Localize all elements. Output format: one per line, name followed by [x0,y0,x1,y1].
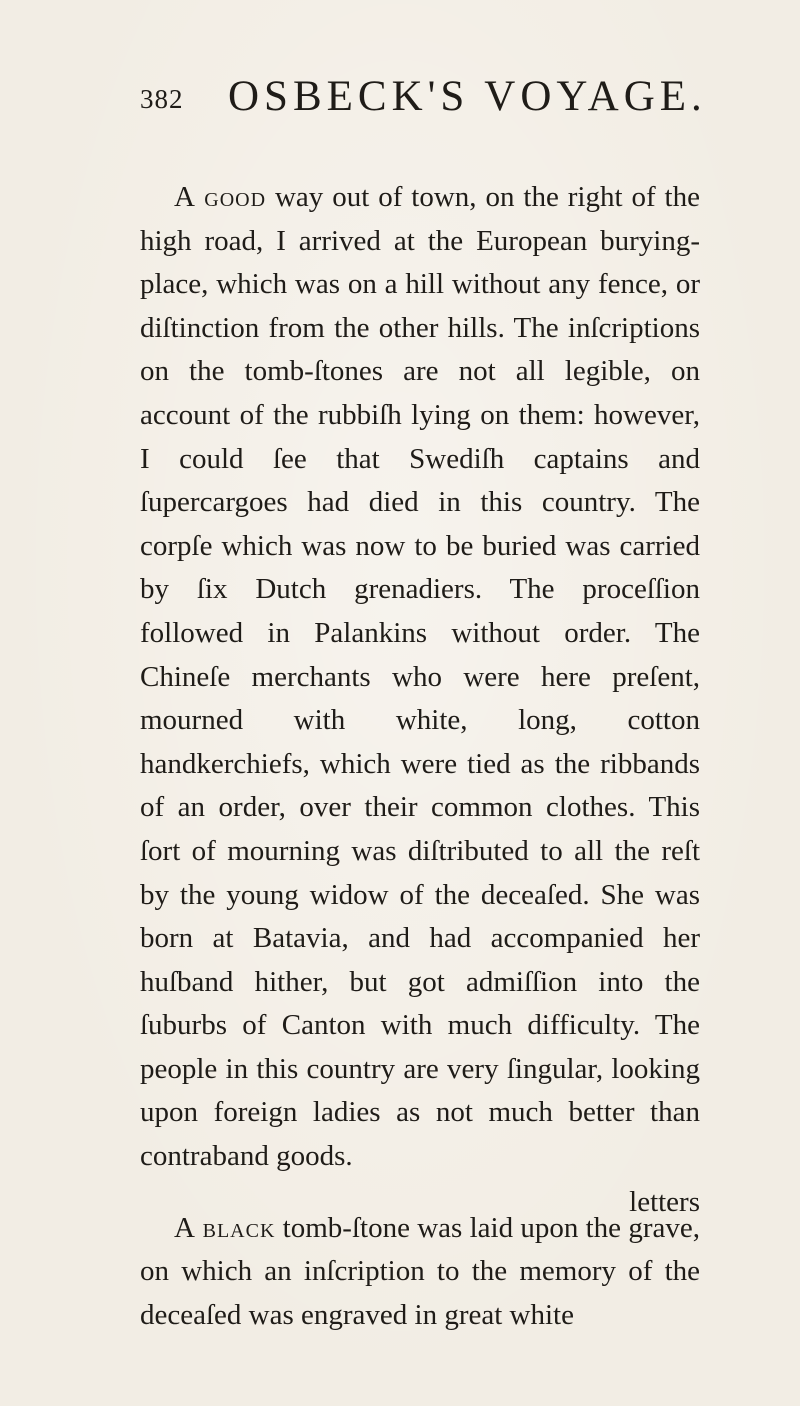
paragraph-1-text: way out of town, on the right of the high road, I arrived at the European burying-place, which was on a hill without any fence, or diſtinction from the other hills. The inſcriptions on the tomb-ſtones are not all legible, on account of the rubbiſh lying on them: however, I could ſee that Swediſh captains and ſupercargoes had died in this country. The corpſe which was now to be buried was carried by ſix Dutch grenadiers. The proceſſion followed in Palankins without order. The Chineſe merchants who were here preſent, mourned with white, long, cotton handkerchiefs, which were tied as the ribbands of an order, over their common clothes. This ſort of mourning was diſtributed to all the reſt by the young widow of the deceaſed. She was born at Batavia, and had accompanied her huſband hither, but got admiſſion into the ſuburbs of Canton with much difficulty. The people in this country are very ſingular, looking upon foreign ladies as not much better than contraband goods. [140,181,700,1173]
page-number: 382 [140,84,184,114]
catchword: letters [629,1186,700,1218]
paragraph-1 [140,176,700,1179]
paragraph-2-text: tomb-ſtone was laid upon the grave, on which an inſcription to the memory of the deceaſed was engraved in great white [140,1211,700,1331]
running-title: OSBECK'S VOYAGE. [228,73,707,120]
body-text [140,176,700,1337]
paragraph-1-lead: A good [174,181,267,213]
page-header [140,72,707,122]
paragraph-2 [140,1207,700,1338]
paragraph-2-lead: A black [174,1211,276,1244]
